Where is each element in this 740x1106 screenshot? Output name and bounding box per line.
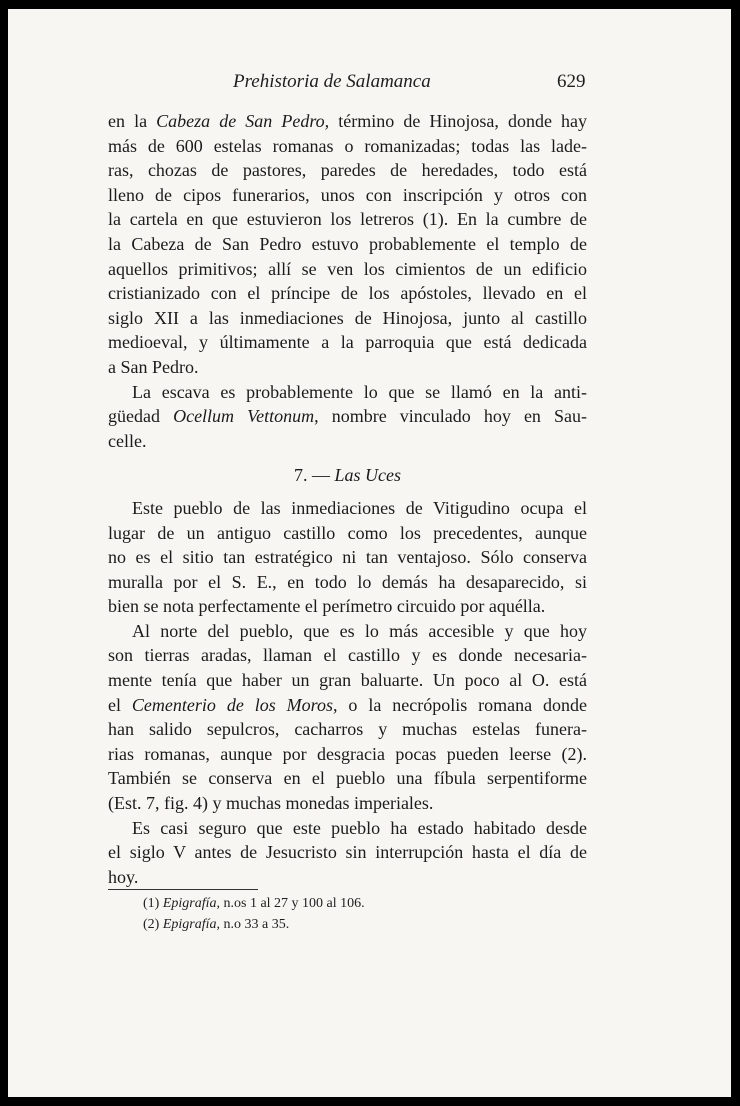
- body-text: [108, 109, 587, 889]
- text-line: Es casi seguro que este pueblo ha estado habitado desde: [132, 817, 587, 838]
- text-line: el siglo V antes de Jesucristo sin interrupción hasta el día de: [108, 842, 587, 863]
- paragraph-2: [108, 380, 587, 454]
- section-heading: [108, 463, 587, 488]
- section-title: Las Uces: [334, 465, 401, 486]
- paragraph-5: [108, 816, 587, 890]
- text-line: Este pueblo de las inmediaciones de Vitigudino ocupa el: [132, 497, 587, 518]
- paragraph-3: [108, 496, 587, 619]
- footnotes: [143, 893, 543, 935]
- text-line: son tierras aradas, llaman el castillo y es donde necesaria-: [108, 645, 587, 666]
- text-line: hoy.: [108, 866, 139, 887]
- text-line: lugar de un antiguo castillo como los precedentes, aunque: [108, 522, 587, 543]
- text-line: Al norte del pueblo, que es lo más accesible y que hoy: [132, 620, 587, 641]
- paragraph-4: [108, 619, 587, 816]
- text-line: el Cementerio de los Moros, o la necrópolis romana donde: [108, 694, 588, 715]
- footnote-source: Epigrafía,: [162, 896, 220, 911]
- paragraph-1: [108, 109, 587, 380]
- text-line: han salido sepulcros, cacharros y muchas estelas funera-: [108, 719, 587, 740]
- text-line: la cartela en que estuvieron los letreros (1). En la cumbre de: [108, 209, 587, 230]
- latin-name: Ocellum Vettonum: [173, 406, 315, 427]
- text-line: ras, chozas de pastores, paredes de heredades, todo está: [108, 160, 587, 181]
- page-number: 629: [557, 71, 586, 92]
- text-line: cristianizado con el príncipe de los apóstoles, llevado en el: [108, 283, 587, 304]
- text-line: aquellos primitivos; allí se ven los cimientos de un edificio: [108, 258, 587, 279]
- text-line: güedad Ocellum Vettonum, nombre vinculado hoy en Sau-: [108, 406, 588, 427]
- text-line: rias romanas, aunque por desgracia pocas pueden leerse (2).: [108, 743, 587, 764]
- running-title: Prehistoria de Salamanca: [233, 71, 431, 92]
- text-line: la Cabeza de San Pedro estuvo probablemente el templo de: [108, 233, 587, 254]
- footnote: (1) Epigrafía, n.os 1 al 27 y 100 al 106.: [143, 896, 365, 911]
- book-page: [8, 9, 731, 1097]
- text-line: medioeval, y últimamente a la parroquia que está dedicada: [108, 332, 587, 353]
- text-line: siglo XII a las inmediaciones de Hinojosa, junto al castillo: [108, 307, 587, 328]
- place-name: Cabeza de San Pedro,: [156, 111, 330, 131]
- text-line: La escava es probablemente lo que se llamó en la anti-: [132, 381, 587, 402]
- text-line: a San Pedro.: [108, 356, 199, 377]
- text-line: muralla por el S. E., en todo lo demás ha desaparecido, si: [108, 571, 587, 592]
- text-line: lleno de cipos funerarios, unos con inscripción y otros con: [108, 184, 587, 205]
- text-line: mente tenía que haber un gran baluarte. Un poco al O. está: [108, 670, 587, 691]
- place-name: Cementerio de los Moros,: [131, 694, 338, 715]
- text-line: (Est. 7, fig. 4) y muchas monedas imperiales.: [108, 793, 434, 814]
- text-line: en la Cabeza de San Pedro, término de Hinojosa, donde hay: [108, 111, 588, 131]
- page-header: [8, 71, 731, 97]
- text-line: más de 600 estelas romanas o romanizadas; todas las lade-: [108, 135, 587, 156]
- text-line: celle.: [108, 430, 147, 451]
- footnote: (2) Epigrafía, n.o 33 a 35.: [143, 917, 290, 932]
- text-line: no es el sitio tan estratégico ni tan ventajoso. Sólo conserva: [108, 547, 587, 568]
- text-line: También se conserva en el pueblo una fíbula serpentiforme: [108, 768, 587, 789]
- footnote-divider: [108, 889, 258, 890]
- footnote-source: Epigrafía,: [162, 917, 220, 932]
- text-line: bien se nota perfectamente el perímetro circuido por aquélla.: [108, 596, 546, 617]
- section-number: 7. —: [294, 465, 335, 486]
